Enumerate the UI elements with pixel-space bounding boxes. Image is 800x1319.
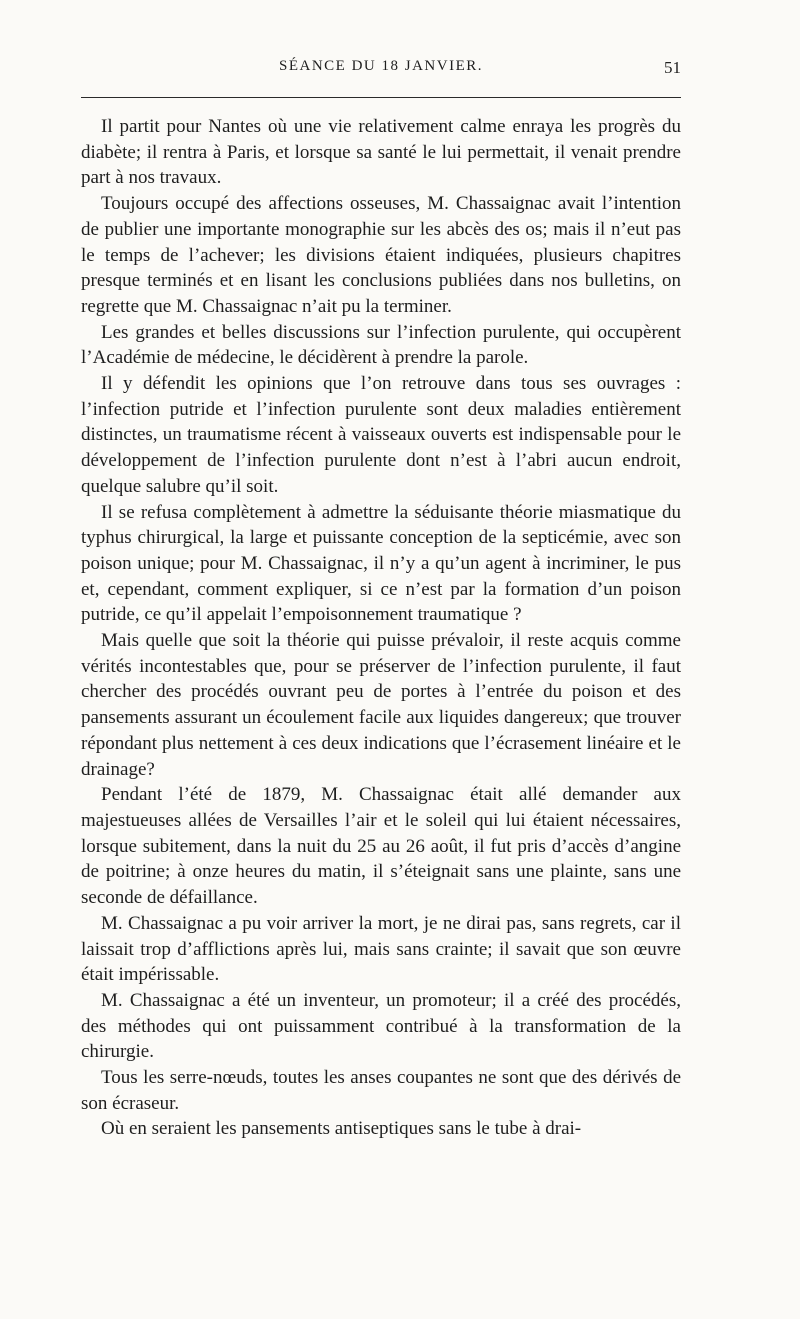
paragraph: M. Chassaignac a été un inventeur, un promoteur; il a créé des procédés, des méthodes qui ont puissamment contribué à la transformation de la chirurgie. xyxy=(81,989,681,1063)
paragraph: Il partit pour Nantes où une vie relativement calme enraya les progrès du diabète; il rentra à Paris, et lorsque sa santé le lui permettait, il venait prendre part à nos travaux. xyxy=(81,116,681,189)
paragraph: Il y défendit les opinions que l’on retrouve dans tous ses ouvrages : l’infection putride et l’infection purulente sont deux maladies entièrement distinctes, un traumatisme récent à vaisseaux ouverts est indispensable pour le développement de l’infection purulente dont n’est à l’abri aucun endroit, quelque salubre qu’il soit. xyxy=(81,373,681,497)
paragraph: M. Chassaignac a pu voir arriver la mort, je ne dirai pas, sans regrets, car il laissait trop d’afflictions après lui, mais sans crainte; il savait que son œuvre était impérissable. xyxy=(81,912,681,986)
page-number: 51 xyxy=(664,58,681,77)
paragraph: Il se refusa complètement à admettre la séduisante théorie miasmatique du typhus chirurgical, la large et puissante conception de la septicémie, avec son poison unique; pour M. Chassaignac, il n’y a qu’un agent à incriminer, le pus et, cependant, comment expliquer, si ce n’est par la formation d’un poison putride, ce qu’il appelait l’empoisonnement traumatique ? xyxy=(81,501,681,626)
paragraph: Toujours occupé des affections osseuses, M. Chassaignac avait l’intention de publier une importante monographie sur les abcès des os; mais il n’eut pas le temps de l’achever; les divisions étaient indiquées, plusieurs chapitres presque terminés et en lisant les conclusions publiées dans nos bulletins, on regrette que M. Chassaignac n’ait pu la terminer. xyxy=(81,193,681,317)
header-rule xyxy=(81,97,681,98)
paragraph: Où en seraient les pansements antiseptiques sans le tube à drai- xyxy=(101,1118,582,1140)
running-head xyxy=(81,58,681,88)
paragraph: Tous les serre-nœuds, toutes les anses coupantes ne sont que des dérivés de son écraseur. xyxy=(81,1067,681,1114)
paragraph: Pendant l’été de 1879, M. Chassaignac était allé demander aux majestueuses allées de Versailles l’air et le soleil qui lui étaient nécessaires, lorsque subitement, dans la nuit du 25 au 26 août, il fut pris d’accès d’angine de poitrine; à onze heures du matin, il s’éteignait sans une plainte, sans une seconde de défaillance. xyxy=(81,784,681,909)
paragraph: Les grandes et belles discussions sur l’infection purulente, qui occupèrent l’Académie de médecine, le décidèrent à prendre la parole. xyxy=(81,321,681,369)
paragraph: Mais quelle que soit la théorie qui puisse prévaloir, il reste acquis comme vérités incontestables que, pour se préserver de l’infection purulente, il faut chercher des procédés ouvrant peu de portes à l’entrée du poison et des pansements assurant un écoulement facile aux liquides dangereux; que trouver répondant plus nettement à ces deux indications que l’écrasement linéaire et le drainage? xyxy=(81,630,681,780)
running-title: SÉANCE DU 18 JANVIER. xyxy=(279,58,483,74)
body-text xyxy=(81,114,681,1142)
